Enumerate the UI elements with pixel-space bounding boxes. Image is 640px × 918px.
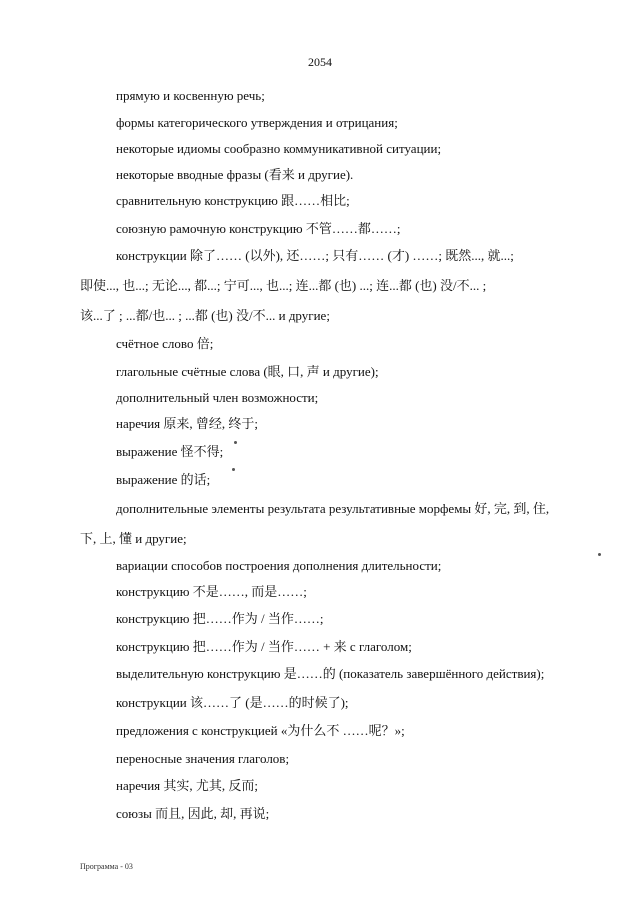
scan-speck [232, 468, 235, 471]
text-line: выражение 的话; [116, 472, 211, 487]
scan-speck [234, 441, 237, 444]
text-line: формы категорического утверждения и отрицания; [116, 115, 398, 130]
footer: Программа - 03 [80, 862, 133, 871]
text-line: конструкцию 不是……, 而是……; [116, 584, 307, 599]
text-line: предложения с конструкцией «为什么不 ……呢？»; [116, 723, 405, 738]
text-line: конструкцию 把……作为 / 当作……; [116, 611, 324, 626]
text-line: союзную рамочную конструкцию 不管……都……; [116, 221, 401, 236]
text-line: наречия 原来, 曾经, 终于; [116, 416, 259, 431]
text-line: переносные значения глаголов; [116, 751, 290, 766]
text-line: глагольные счётные слова (眼, 口, 声 и другие); [116, 364, 379, 379]
text-line: вариации способов построения дополнения длительности; [116, 558, 442, 573]
text-line: наречия 其实, 尤其, 反而; [116, 778, 259, 793]
text-line: конструкцию 把……作为 / 当作…… + 来 с глаголом; [116, 639, 412, 654]
text-line: выражение 怪不得; [116, 444, 224, 459]
scan-speck [598, 553, 601, 556]
text-line: прямую и косвенную речь; [116, 88, 265, 103]
text-line: 该...了 ; ...都/也... ; ...都 (也) 没/不... и другие; [80, 308, 330, 323]
text-line: конструкции 该……了 (是……的时候了); [116, 695, 349, 710]
page-number: 2054 [308, 55, 332, 69]
text-line: дополнительный член возможности; [116, 390, 319, 405]
text-line: некоторые вводные фразы (看来 и другие). [116, 167, 354, 182]
text-line: некоторые идиомы сообразно коммуникативной ситуации; [116, 141, 442, 156]
text-line: 下, 上, 懂 и другие; [80, 531, 187, 546]
text-line: выделительную конструкцию 是……的 (показатель завершённого действия); [116, 666, 545, 681]
text-line: 即使..., 也...; 无论..., 都...; 宁可..., 也...; 连...都 (也) ...; 连...都 (也) 没/不... ; [80, 278, 487, 293]
text-line: союзы 而且, 因此, 却, 再说; [116, 806, 270, 821]
text-line: конструкции 除了…… (以外), 还……; 只有…… (才) ……; 既然..., 就...; [116, 248, 514, 263]
text-line: сравнительную конструкцию 跟……相比; [116, 193, 350, 208]
text-line: счётное слово 倍; [116, 336, 214, 351]
text-line: дополнительные элементы результата результативные морфемы 好, 完, 到, 住, [116, 501, 550, 516]
